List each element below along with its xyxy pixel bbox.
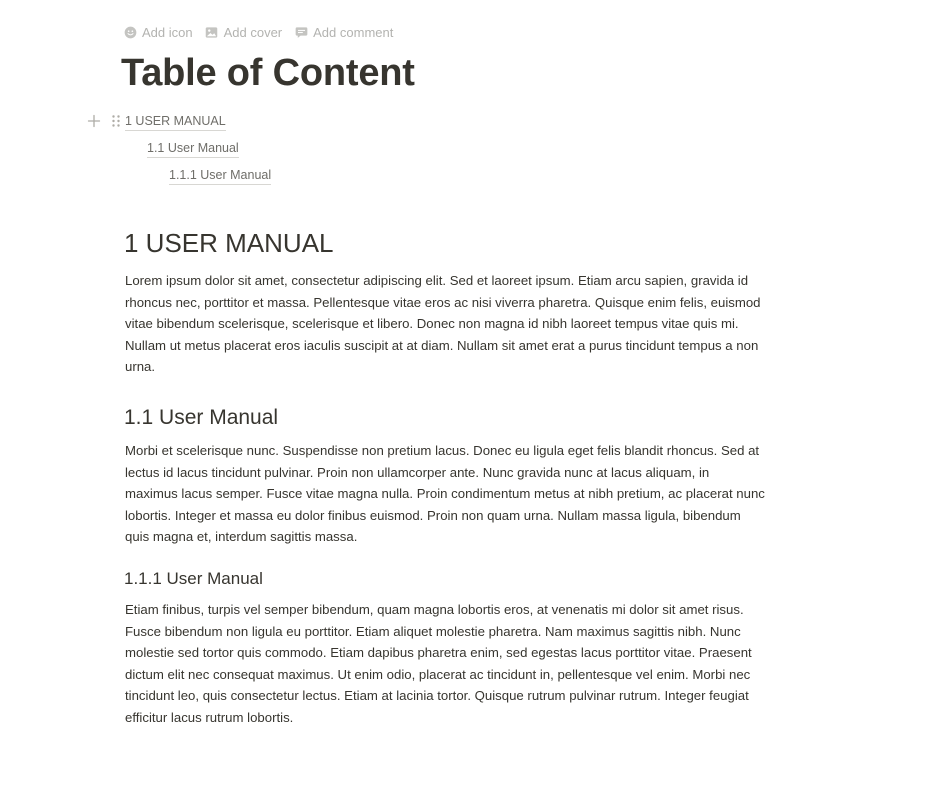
add-cover-button[interactable] xyxy=(205,25,283,40)
image-icon xyxy=(205,25,219,39)
add-cover-label: Add cover xyxy=(223,24,283,40)
toc-link-1-1[interactable]: 1.1 User Manual xyxy=(147,141,239,158)
paragraph-1[interactable]: Lorem ipsum dolor sit amet, consectetur adipiscing elit. Sed et laoreet ipsum. Etiam arcu sapien, gravida id rhoncus nec, porttitor et massa. Pellentesque vitae eros ac nisi viverra pharetra. Quisque enim felis, euismod vitae bibendum scelerisque, scelerisque et libero. Donec non magna id nibh laoreet tempus vitae quis mi. Nullam ut metus placerat eros iaculis suscipit at at diam. Nullam sit amet erat a purus tincidunt tempus a non urna. xyxy=(125,273,761,375)
paragraph-3[interactable]: Etiam finibus, turpis vel semper bibendum, quam magna lobortis eros, at venenatis mi dolor sit amet risus. Fusce bibendum non ligula eu porttitor. Etiam aliquet molestie pharetra. Nam maximus sagittis nibh. Nunc molestie sed tortor quis commodo. Etiam dapibus pharetra enim, sed egestas lacus porttitor vitae. Praesent dictum elit nec consequat maximus. Ut enim odio, placerat ac tincidunt in, pellentesque vel enim. Morbi nec tincidunt leo, quis consectetur lectus. Etiam at lacinia tortor. Quisque rutrum pulvinar rutrum. Integer feugiat efficitur lacus rutrum lobortis. xyxy=(125,602,752,725)
toc-link-1-1-1[interactable]: 1.1.1 User Manual xyxy=(169,168,271,185)
block-handles xyxy=(86,112,124,130)
heading-2[interactable]: 1.1 User Manual xyxy=(124,406,279,429)
smiley-icon xyxy=(123,25,137,39)
toc-link-1[interactable]: 1 USER MANUAL xyxy=(125,114,226,131)
add-block-icon[interactable] xyxy=(86,112,102,130)
heading-1[interactable]: 1 USER MANUAL xyxy=(124,228,334,258)
add-icon-label: Add icon xyxy=(142,24,193,40)
paragraph-2[interactable]: Morbi et scelerisque nunc. Suspendisse non pretium lacus. Donec eu ligula eget felis blandit rhoncus. Sed at lectus id lacus tincidunt pulvinar. Proin non ullamcorper ante. Nunc gravida nunc at lacus aliquam, in maximus lacus semper. Fusce vitae magna nulla. Proin condimentum metus at nibh pretium, ac placerat nunc lobortis. Integer et massa eu dolor finibus euismod. Proin non quam urna. Nullam massa ligula, bibendum quis magna et, interdum sagittis massa. xyxy=(125,443,765,545)
page-controls xyxy=(123,22,405,42)
comment-icon xyxy=(294,25,308,39)
drag-handle-icon[interactable] xyxy=(108,112,124,130)
add-comment-button[interactable] xyxy=(294,25,393,40)
page-title[interactable]: Table of Content xyxy=(121,52,415,94)
add-comment-label: Add comment xyxy=(313,24,394,40)
heading-3[interactable]: 1.1.1 User Manual xyxy=(124,569,263,588)
add-icon-button[interactable] xyxy=(123,25,193,40)
